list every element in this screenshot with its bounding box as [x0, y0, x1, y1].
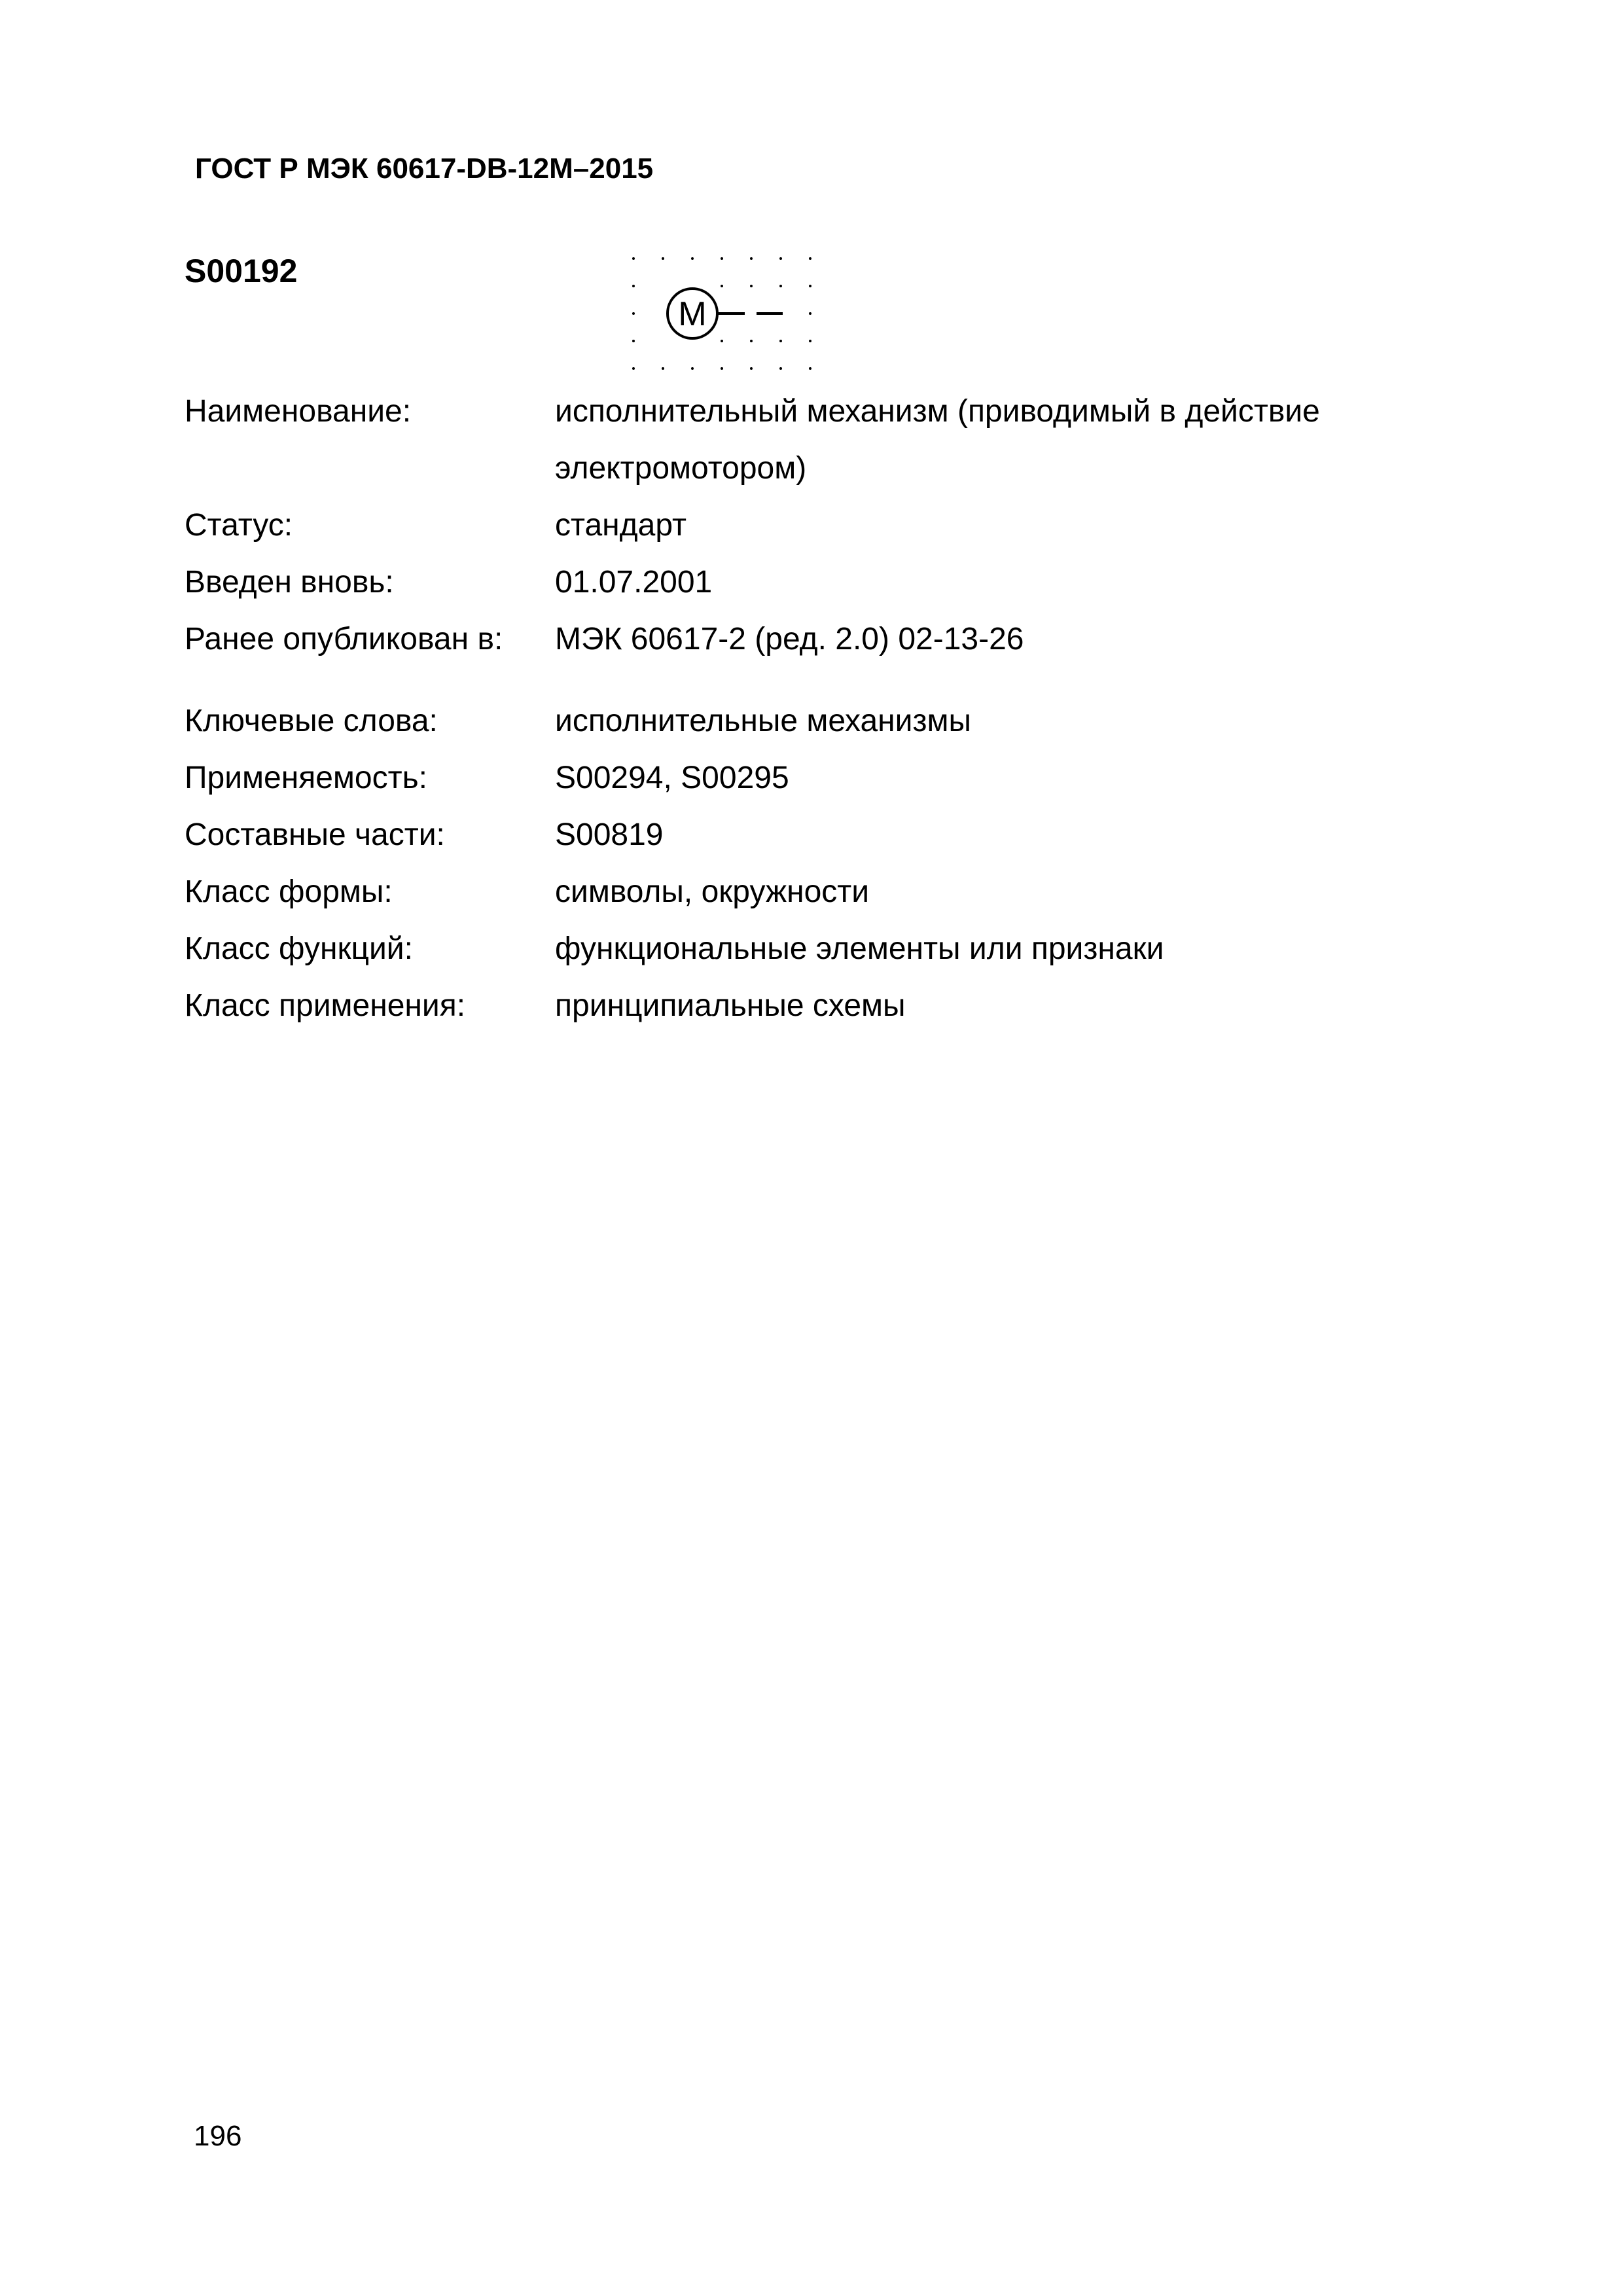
motor-actuator-symbol-svg	[628, 252, 818, 376]
property-value-lines	[555, 806, 1412, 863]
property-value-line: стандарт	[555, 508, 687, 543]
motor-actuator-symbol-icon	[628, 252, 818, 376]
property-value-line: исполнительный механизм (приводимый в действие	[555, 394, 1320, 429]
grid-dot	[632, 340, 635, 342]
grid-dot	[779, 367, 782, 370]
property-value-lines	[555, 863, 1412, 920]
grid-dot	[779, 285, 782, 287]
grid-dot	[691, 367, 694, 370]
property-value	[555, 863, 1412, 920]
property-label: Класс функций:	[185, 931, 413, 966]
property-row	[185, 497, 1415, 554]
property-row	[185, 692, 1415, 749]
property-label: Введен вновь:	[185, 565, 394, 600]
property-value	[555, 611, 1412, 668]
property-value-lines	[555, 611, 1412, 668]
grid-dot	[632, 312, 635, 315]
grid-dot	[662, 257, 664, 260]
property-label: Применяемость:	[185, 761, 427, 795]
property-value	[555, 554, 1412, 611]
property-row	[185, 383, 1415, 497]
property-row	[185, 611, 1415, 668]
property-value-line: электромотором)	[555, 451, 807, 486]
property-label: Класс формы:	[185, 874, 393, 909]
property-value-lines	[555, 497, 1412, 554]
property-value-line: исполнительные механизмы	[555, 704, 971, 738]
grid-dot	[632, 285, 635, 287]
grid-dot	[721, 340, 723, 342]
grid-dot	[632, 367, 635, 370]
grid-dot	[809, 340, 812, 342]
document-header: ГОСТ Р МЭК 60617-DB-12M–2015	[195, 152, 654, 185]
property-row	[185, 749, 1415, 806]
grid-dot	[632, 257, 635, 260]
property-label: Статус:	[185, 508, 293, 543]
property-row	[185, 806, 1415, 863]
property-label: Класс применения:	[185, 988, 466, 1023]
grid-dot	[809, 367, 812, 370]
symbol-entry-code: S00192	[185, 253, 298, 289]
property-value-lines	[555, 383, 1412, 497]
grid-dot	[691, 257, 694, 260]
grid-dot	[750, 340, 753, 342]
property-value	[555, 977, 1412, 1034]
property-value-line: функциональные элементы или признаки	[555, 931, 1164, 966]
property-value-line: 01.07.2001	[555, 565, 713, 600]
property-value-line: S00294, S00295	[555, 761, 789, 795]
property-label: Ранее опубликован в:	[185, 622, 503, 656]
grid-dot	[721, 257, 723, 260]
property-value-lines	[555, 749, 1412, 806]
property-label: Наименование:	[185, 394, 412, 429]
property-value-line: МЭК 60617-2 (ред. 2.0) 02-13-26	[555, 622, 1024, 656]
symbol-properties-table	[185, 383, 1415, 1034]
property-value-line: принципиальные схемы	[555, 988, 906, 1023]
grid-dot	[721, 285, 723, 287]
motor-letter: M	[678, 295, 707, 333]
property-value-lines	[555, 920, 1412, 977]
grid-dot	[809, 285, 812, 287]
grid-dot	[750, 257, 753, 260]
property-value	[555, 383, 1412, 497]
property-value	[555, 920, 1412, 977]
grid-dot	[750, 367, 753, 370]
grid-dot	[779, 340, 782, 342]
grid-dot	[809, 312, 812, 315]
grid-dot	[721, 367, 723, 370]
property-row	[185, 863, 1415, 920]
property-value	[555, 692, 1412, 749]
grid-dot	[662, 367, 664, 370]
property-value-lines	[555, 692, 1412, 749]
grid-dot	[750, 285, 753, 287]
property-value	[555, 806, 1412, 863]
property-value-lines	[555, 554, 1412, 611]
page-number: 196	[194, 2120, 242, 2152]
property-row	[185, 920, 1415, 977]
property-label: Ключевые слова:	[185, 704, 438, 738]
property-value-lines	[555, 977, 1412, 1034]
property-row	[185, 554, 1415, 611]
grid-dot	[809, 257, 812, 260]
grid-dot	[779, 257, 782, 260]
property-value-line: символы, окружности	[555, 874, 870, 909]
property-row	[185, 977, 1415, 1034]
property-value	[555, 497, 1412, 554]
property-value-line: S00819	[555, 817, 664, 852]
property-value	[555, 749, 1412, 806]
property-label: Составные части:	[185, 817, 445, 852]
